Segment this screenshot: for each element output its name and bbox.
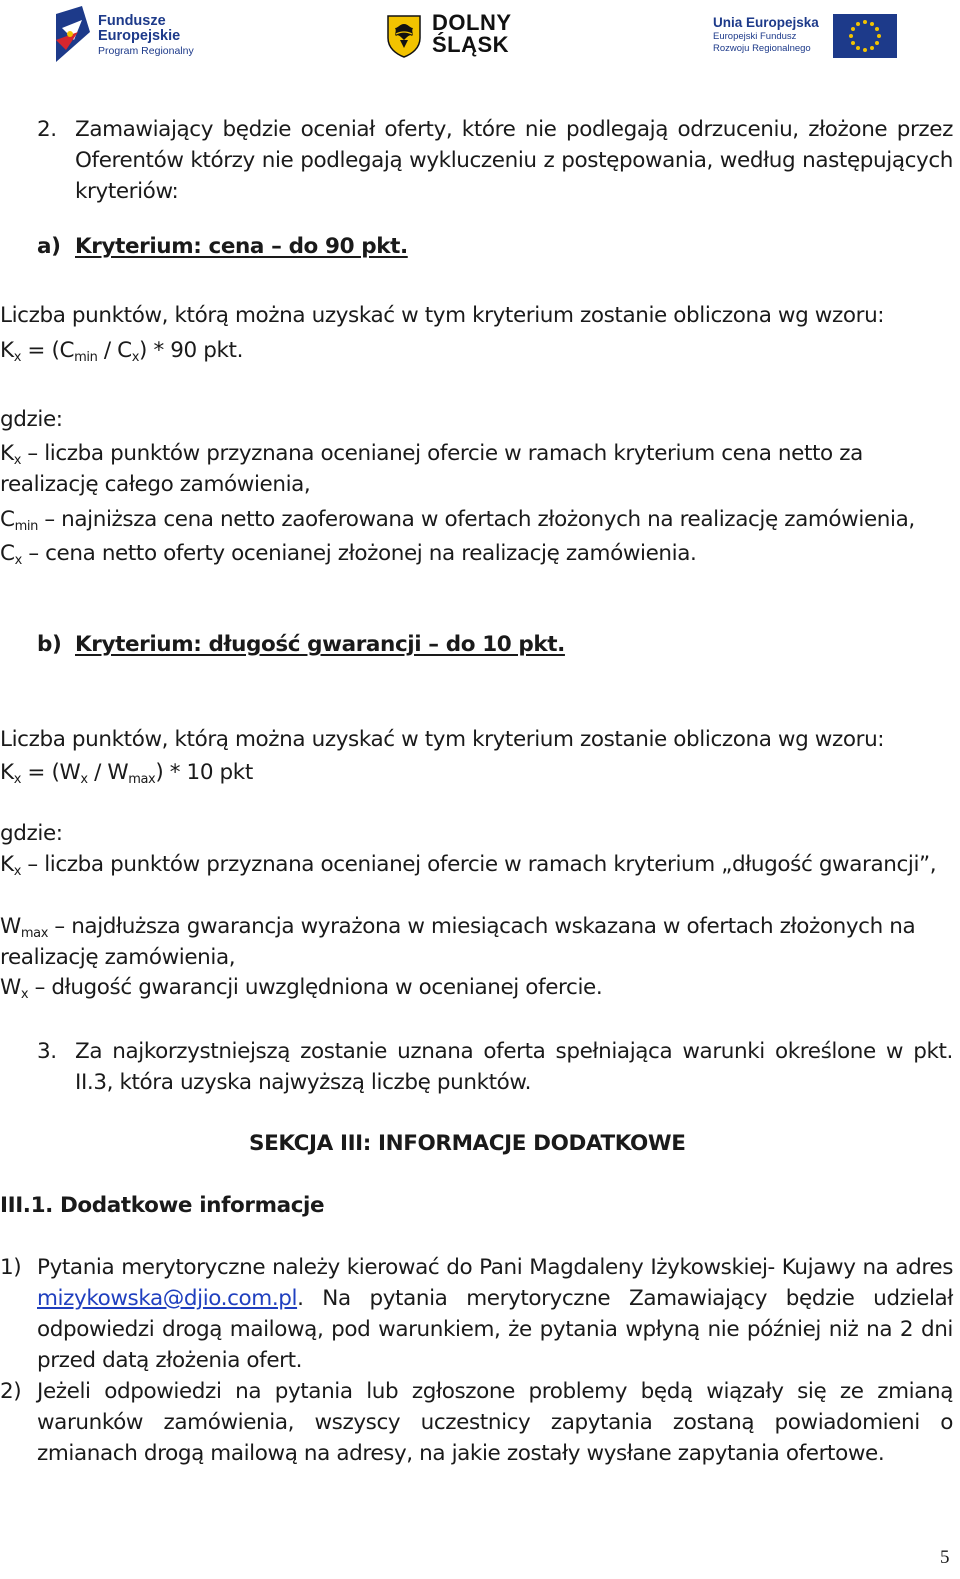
criterion-a-def-kx: $K_x$ – liczba punktów przyznana ocenianej ofercie w ramach kryterium cena netto za: [0, 441, 863, 468]
criterion-a-def-kx-cont: realizację całego zamówienia,: [0, 472, 311, 497]
page-number: 5: [940, 1547, 950, 1568]
fe-logo-line1: Fundusze: [98, 13, 166, 29]
section-3-title: SEKCJA III: INFORMACJE DODATKOWE: [249, 1131, 686, 1156]
criterion-a-title: Kryterium: cena – do 90 pkt.: [75, 234, 408, 259]
criterion-b-def-kx: $K_x$ – liczba punktów przyznana ocenianej ofercie w ramach kryterium „długość gwarancji”,: [0, 852, 937, 879]
item-2-number: 2.: [37, 117, 57, 142]
ds-logo-line1: DOLNY: [432, 10, 512, 35]
info-2-text: Jeżeli odpowiedzi na pytania lub zgłoszone problemy będą wiązały się ze zmianą warunków zamówienia, wszyscy uczestnicy zapytania zostaną powiadomieni o zmianach drogą mailową na adresy, na jakie zostały wysłane zapytania ofertowe.: [37, 1379, 953, 1466]
fundusze-europejskie-emblem-icon: [56, 6, 90, 62]
fundusze-europejskie-logo: [56, 4, 206, 64]
criterion-a-def-cmin: $C_{min}$ – najniższa cena netto zaoferowana w ofertach złożonych na realizację zamówienia,: [0, 507, 915, 534]
criterion-a-def-cx: $C_x$ – cena netto oferty ocenianej złożonej na realizację zamówienia.: [0, 541, 697, 568]
ue-logo-line2: Europejski Fundusz: [713, 31, 797, 42]
criterion-b-def-wmax-cont: realizację zamówienia,: [0, 945, 236, 970]
item-3-text: Za najkorzystniejszą zostanie uznana oferta spełniająca warunki określone w pkt. II.3, która uzyska najwyższą liczbę punktów.: [75, 1039, 953, 1095]
criterion-a-formula: $K_x = (C_{min} / C_x) * 90$ pkt.: [0, 338, 244, 365]
unia-europejska-logo: [713, 14, 897, 60]
criterion-b-where: gdzie:: [0, 821, 63, 846]
dolny-slask-logo: [386, 12, 526, 62]
fe-logo-line2: Europejskie: [98, 28, 181, 44]
email-link[interactable]: mizykowska@djio.com.pl: [37, 1286, 298, 1311]
criterion-b-marker: b): [37, 632, 62, 657]
criterion-b-title: Kryterium: długość gwarancji – do 10 pkt.: [75, 632, 565, 657]
item-3-number: 3.: [37, 1039, 57, 1064]
eagle-shield-icon: [386, 14, 422, 58]
criterion-a-marker: a): [37, 234, 61, 259]
criterion-b-def-wmax: $W_{max}$ – najdłuższa gwarancja wyrażona w miesiącach wskazana w ofertach złożonych na: [0, 914, 916, 941]
info-2-number: 2): [0, 1379, 22, 1404]
ue-logo-line1: Unia Europejska: [713, 15, 819, 30]
criterion-a-intro: Liczba punktów, którą można uzyskać w tym kryterium zostanie obliczona wg wzoru:: [0, 303, 885, 328]
section-3-subtitle: III.1. Dodatkowe informacje: [0, 1193, 325, 1218]
criterion-a-where: gdzie:: [0, 407, 63, 432]
item-2-text: Zamawiający będzie oceniał oferty, które nie podlegają odrzuceniu, złożone przez Oferentów którzy nie podlegają wykluczeniu z postępowania, według następujących kryteriów:: [75, 117, 953, 204]
criterion-b-intro: Liczba punktów, którą można uzyskać w tym kryterium zostanie obliczona wg wzoru:: [0, 727, 885, 752]
criterion-b-def-wx: $W_x$ – długość gwarancji uwzględniona w ocenianej ofercie.: [0, 975, 603, 1002]
eu-flag-icon: [833, 14, 897, 58]
info-1-number: 1): [0, 1255, 22, 1280]
ue-logo-line3: Rozwoju Regionalnego: [713, 43, 811, 54]
fe-logo-line3: Program Regionalny: [98, 45, 194, 57]
info-1-text: Pytania merytoryczne należy kierować do Pani Magdaleny Iżykowskiej- Kujawy na adres mizykowska@djio.com.pl. Na pytania merytoryczne Zamawiający będzie udzielał odpowiedzi drogą mailową, pod warunkiem, że pytania wpłyną nie później niż na 2 dni przed datą złożenia ofert.: [37, 1255, 953, 1373]
ds-logo-line2: ŚLĄSK: [432, 32, 510, 57]
criterion-b-formula: $K_x = (W_x / W_{max}) * 10$ pkt: [0, 760, 253, 787]
